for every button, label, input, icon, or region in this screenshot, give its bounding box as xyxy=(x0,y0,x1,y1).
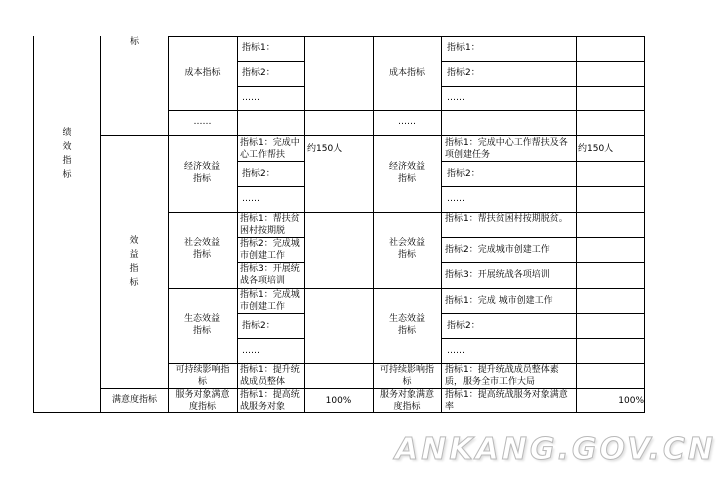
grid-line xyxy=(33,36,34,413)
grid-line xyxy=(237,36,238,413)
grid-line xyxy=(237,313,305,314)
performance-indicator-label: 绩效指标 xyxy=(62,128,72,180)
grid-line xyxy=(101,135,645,136)
right-social-item: 指标1：帮扶贫困村按期脱贫。 xyxy=(445,214,568,224)
left-sustain-label: 可持续影响指标 xyxy=(175,365,230,387)
left-sustain-item: 指标1：提升统战成员整体 xyxy=(240,365,300,387)
right-cost-label: 成本指标 xyxy=(388,68,425,78)
left-econ-item: 指标2： xyxy=(242,169,275,179)
right-social-item: 指标2：完成城市创建工作 xyxy=(445,245,550,255)
right-service-value: 100% xyxy=(618,396,644,406)
left-eco-item: 指标1：完成城市创建工作 xyxy=(240,290,300,312)
left-econ-label: 经济效益指标 xyxy=(183,162,220,184)
right-eco-item: …… xyxy=(447,346,465,356)
left-social-item: 指标3：开展统战各项培训 xyxy=(240,264,300,286)
left-social-item: 指标1：帮扶贫困村按期脱 xyxy=(240,214,300,236)
left-service-item: 指标1：提高统战服务对象 xyxy=(240,390,300,412)
left-econ-item: …… xyxy=(242,194,260,204)
right-sustain-item: 指标1：提升统战成员整体素质，服务全市工作大局 xyxy=(445,365,559,387)
right-eco-item: 指标1：完成 城市创建工作 xyxy=(445,296,553,306)
right-eco-label: 生态效益指标 xyxy=(388,314,425,336)
right-sustain-label: 可持续影响指标 xyxy=(379,365,434,387)
grid-line xyxy=(100,36,101,413)
left-social-label: 社会效益指标 xyxy=(183,238,220,260)
right-cost-item: 指标1： xyxy=(447,43,480,53)
left-cost-item: 指标2： xyxy=(242,68,275,78)
grid-line xyxy=(441,313,645,314)
right-eco-item: 指标2： xyxy=(447,321,480,331)
right-econ-value: 约150人 xyxy=(578,144,614,154)
right-cost-bottom: …… xyxy=(398,117,416,127)
left-cost-item: …… xyxy=(242,93,260,103)
right-econ-item: …… xyxy=(447,194,465,204)
left-eco-label: 生态效益指标 xyxy=(183,314,220,336)
grid-line xyxy=(168,110,645,111)
indicator-label-fragment: 标 xyxy=(129,37,139,47)
left-cost-label: 成本指标 xyxy=(184,68,221,78)
grid-line xyxy=(441,186,645,187)
grid-line xyxy=(237,161,305,162)
benefit-indicator-label: 效益指标 xyxy=(129,236,139,288)
right-cost-item: …… xyxy=(447,93,465,103)
left-cost-bottom: …… xyxy=(193,117,212,127)
grid-line xyxy=(441,161,645,162)
left-econ-value: 约150人 xyxy=(307,144,343,154)
grid-line xyxy=(237,61,305,62)
left-service-value: 100% xyxy=(325,396,352,406)
grid-line xyxy=(237,86,305,87)
satisfaction-indicator-label: 满意度指标 xyxy=(111,395,157,405)
left-service-label: 服务对象满意度指标 xyxy=(175,390,230,412)
grid-line xyxy=(441,237,645,238)
grid-line xyxy=(441,36,442,413)
left-cost-item: 指标1： xyxy=(242,43,275,53)
left-econ-item: 指标1：完成中心工作帮扶 xyxy=(240,138,300,160)
site-watermark: ANKANG.GOV.CN xyxy=(395,432,716,467)
right-econ-item: 指标2： xyxy=(447,169,480,179)
grid-line xyxy=(576,36,577,413)
right-cost-item: 指标2： xyxy=(447,68,480,78)
left-eco-item: 指标2： xyxy=(242,321,275,331)
right-service-item: 指标1：提高统战服务对象满意率 xyxy=(445,390,568,412)
grid-line xyxy=(168,36,169,413)
grid-line xyxy=(168,36,645,37)
grid-line xyxy=(441,338,645,339)
left-eco-item: …… xyxy=(242,346,260,356)
grid-line xyxy=(441,86,645,87)
left-social-item: 指标2：完成城市创建工作 xyxy=(240,239,300,261)
grid-line xyxy=(441,61,645,62)
grid-line xyxy=(237,338,305,339)
right-econ-item: 指标1：完成中心工作帮扶及各项创建任务 xyxy=(445,138,568,160)
right-econ-label: 经济效益指标 xyxy=(388,162,425,184)
grid-line xyxy=(237,186,305,187)
right-social-item: 指标3：开展统战各项培训 xyxy=(445,270,550,280)
grid-line xyxy=(304,36,305,413)
grid-line xyxy=(441,262,645,263)
grid-line xyxy=(373,36,374,413)
right-service-label: 服务对象满意度指标 xyxy=(379,390,434,412)
right-social-label: 社会效益指标 xyxy=(388,238,425,260)
grid-line xyxy=(644,36,645,413)
